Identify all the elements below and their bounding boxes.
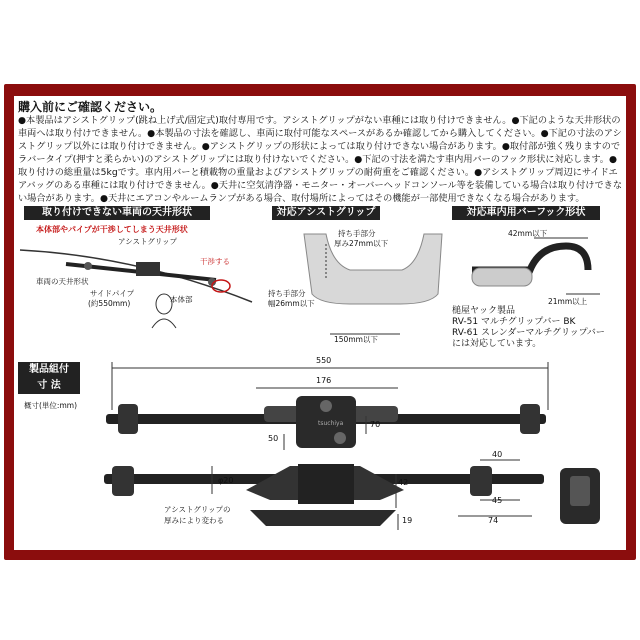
note-line-4: には対応しています。 — [452, 339, 542, 349]
dim-74: 74 — [488, 516, 499, 525]
grip-width-label-2: 幅26mm以下 — [268, 299, 315, 308]
ceiling-warning: 本体部やパイプが干渉してしまう天井形状 — [36, 225, 188, 234]
spec-box-line-2: 寸 法 — [37, 380, 61, 391]
dim-70: 70 — [370, 420, 381, 429]
grip-width-label-1: 持ち手部分 — [268, 289, 306, 298]
unit-note: 概寸(単位:mm) — [24, 401, 77, 410]
grip-thickness-note-2: 厚みにより変わる — [164, 516, 224, 525]
section-title-ceiling: 取り付けできない車両の天井形状 — [24, 206, 210, 220]
label-roof-shape: 車両の天井形状 — [36, 277, 89, 286]
spec-box-line-1: 製品組付 — [29, 364, 69, 375]
section-title-bar: 対応車内用バーフック形状 — [452, 206, 600, 220]
grip-thickness-note-1: アシストグリップの — [164, 505, 231, 514]
hook-dim-top: 42mm以下 — [508, 229, 548, 238]
notice-text: ●本製品はアシストグリップ(跳ね上げ式/固定式)取付専用です。アシストグリップがない車種には取り付けできません。●下記のような天井形状の車両へは取り付けできません。●本製品の寸法を確認し、車両に取付可能なスペースがあるか確認してから購入してください。●下記の寸法のアシストグリップ以外には取り付けできません。●アシストグリップの形状によっては取り付けできない場合があります。●取付部が強く残りますのでラバータイプ(押すと柔らかい)のアシストグリップには取り付けないでください。●下記の寸法を満たす車内用バーのフック形状に対応します。●取り付けの総重量は5kgです。車内用バーと積載物の重量およびアシストグリップの耐荷重をご確認ください。●アシストグリップ周辺にサイドエアバッグのある車種には取り付けできません。●天井に空気清浄器・モニター・オーバーヘッドコンソール等を装備している場合は取り付けできない場合があります。●天井にエアコンやルームランプがある場合、取付場所によってはその機能が一部使用できなくなる場合があります。 — [18, 115, 623, 204]
grip-thickness-label-2: 厚み27mm以下 — [334, 239, 389, 248]
dim-19: 19 — [402, 516, 413, 525]
hook-dim-bottom: 21mm以上 — [548, 297, 588, 306]
dim-total-550: 550 — [316, 356, 332, 365]
label-side-pipe: サイドパイプ — [90, 289, 135, 298]
grip-length-label: 150mm以下 — [334, 335, 378, 344]
dim-42: 42 — [398, 478, 409, 487]
brand-mark: tsuchiya — [318, 420, 344, 427]
grip-thickness-label-1: 持ち手部分 — [338, 229, 376, 238]
label-interfere: 干渉する — [200, 257, 230, 266]
label-assist-grip: アシストグリップ — [118, 237, 178, 246]
bar-hook-illustration — [470, 234, 630, 304]
note-line-1: 槌屋ヤック製品 — [452, 306, 516, 316]
dim-center-176: 176 — [316, 376, 332, 385]
dim-40: 40 — [492, 450, 503, 459]
dim-pipe-diameter: φ20 — [218, 476, 234, 485]
page-heading: 購入前にご確認ください。 — [18, 100, 163, 114]
label-body: 本体部 — [170, 295, 193, 304]
compatible-products-note — [452, 306, 605, 350]
dim-50: 50 — [268, 434, 279, 443]
note-line-2: RV-51 マルチグリップバー BK — [452, 317, 576, 327]
label-pipe-length: (約550mm) — [88, 299, 131, 308]
section-title-grip: 対応アシストグリップ — [272, 206, 380, 220]
note-line-3: RV-61 スレンダーマルチグリップバー — [452, 328, 605, 338]
dim-45: 45 — [492, 496, 503, 505]
